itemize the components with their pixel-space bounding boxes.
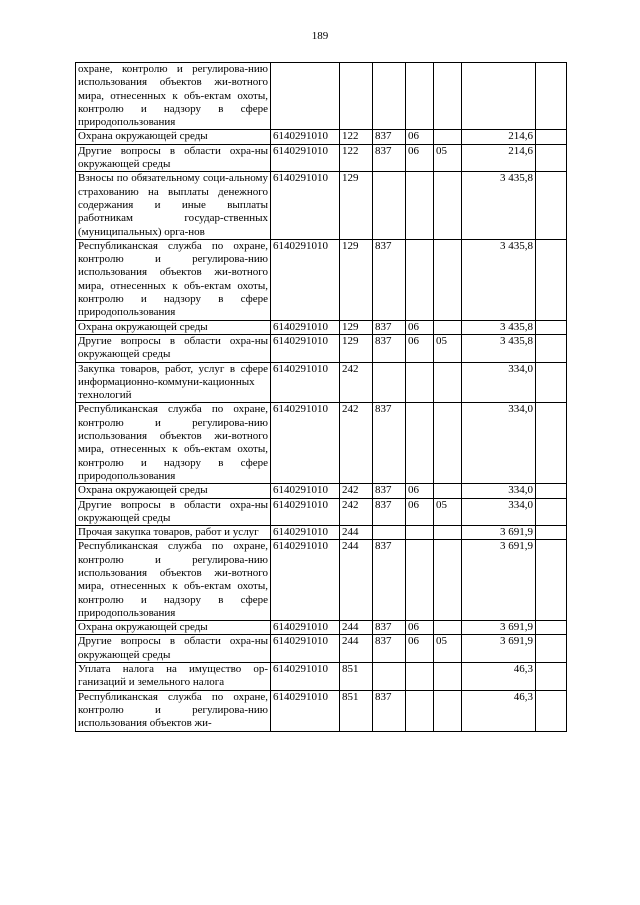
subsection-cell xyxy=(434,172,462,239)
amount-cell: 3 691,9 xyxy=(462,540,536,621)
empty-column-cell xyxy=(536,526,567,540)
table-row xyxy=(76,635,567,663)
table-row xyxy=(76,320,567,334)
table-row xyxy=(76,144,567,172)
target-article-cell: 6140291010 xyxy=(271,635,340,663)
table-row xyxy=(76,540,567,621)
department-code-cell: 837 xyxy=(373,239,406,320)
department-code-cell xyxy=(373,362,406,403)
expense-type-cell xyxy=(340,63,373,130)
expense-type-cell: 851 xyxy=(340,663,373,691)
target-article-cell: 6140291010 xyxy=(271,663,340,691)
section-cell: 06 xyxy=(406,320,434,334)
row-name-cell: Республиканская служба по охране, контролю и регулирова-нию использования объектов жи- xyxy=(76,690,271,731)
table-row xyxy=(76,130,567,144)
subsection-cell xyxy=(434,621,462,635)
section-cell xyxy=(406,362,434,403)
target-article-cell: 6140291010 xyxy=(271,172,340,239)
empty-column-cell xyxy=(536,635,567,663)
expense-type-cell: 244 xyxy=(340,621,373,635)
table-row xyxy=(76,498,567,526)
row-name-cell: Другие вопросы в области охра-ны окружающей среды xyxy=(76,498,271,526)
department-code-cell: 837 xyxy=(373,334,406,362)
row-name-cell: Другие вопросы в области охра-ны окружающей среды xyxy=(76,635,271,663)
table-row xyxy=(76,484,567,498)
target-article-cell xyxy=(271,63,340,130)
target-article-cell: 6140291010 xyxy=(271,144,340,172)
subsection-cell xyxy=(434,403,462,484)
expense-type-cell: 244 xyxy=(340,540,373,621)
empty-column-cell xyxy=(536,403,567,484)
section-cell xyxy=(406,690,434,731)
subsection-cell xyxy=(434,526,462,540)
amount-cell: 46,3 xyxy=(462,663,536,691)
row-name-cell: охране, контролю и регулирова-нию использования объектов жи-вотного мира, отнесенных к объ-ектам охоты, контролю и надзору в сфере природопользования xyxy=(76,63,271,130)
section-cell xyxy=(406,540,434,621)
section-cell xyxy=(406,403,434,484)
section-cell: 06 xyxy=(406,484,434,498)
table-row xyxy=(76,663,567,691)
row-name-cell: Республиканская служба по охране, контролю и регулирова-нию использования объектов жи-вотного мира, отнесенных к объ-ектам охоты, контролю и надзору в сфере природопользования xyxy=(76,239,271,320)
amount-cell: 334,0 xyxy=(462,484,536,498)
row-name-cell: Охрана окружающей среды xyxy=(76,320,271,334)
row-name-cell: Республиканская служба по охране, контролю и регулирова-нию использования объектов жи-вотного мира, отнесенных к объ-ектам охоты, контролю и надзору в сфере природопользования xyxy=(76,540,271,621)
row-name-cell: Взносы по обязательному соци-альному страхованию на выплаты денежного содержания и иные выплаты работникам государ-ственных (муниципальных) орга-нов xyxy=(76,172,271,239)
amount-cell: 214,6 xyxy=(462,130,536,144)
department-code-cell xyxy=(373,63,406,130)
amount-cell: 3 435,8 xyxy=(462,172,536,239)
section-cell: 06 xyxy=(406,334,434,362)
row-name-cell: Прочая закупка товаров, работ и услуг xyxy=(76,526,271,540)
target-article-cell: 6140291010 xyxy=(271,621,340,635)
row-name-cell: Охрана окружающей среды xyxy=(76,621,271,635)
empty-column-cell xyxy=(536,540,567,621)
amount-cell: 3 691,9 xyxy=(462,635,536,663)
expense-type-cell: 129 xyxy=(340,172,373,239)
subsection-cell xyxy=(434,130,462,144)
section-cell xyxy=(406,526,434,540)
section-cell xyxy=(406,663,434,691)
table-row xyxy=(76,239,567,320)
subsection-cell xyxy=(434,484,462,498)
subsection-cell xyxy=(434,540,462,621)
expense-type-cell: 122 xyxy=(340,130,373,144)
row-name-cell: Республиканская служба по охране, контролю и регулирова-нию использования объектов жи-вотного мира, отнесенных к объ-ектам охоты, контролю и надзору в сфере природопользования xyxy=(76,403,271,484)
table-row xyxy=(76,621,567,635)
empty-column-cell xyxy=(536,621,567,635)
target-article-cell: 6140291010 xyxy=(271,320,340,334)
section-cell: 06 xyxy=(406,621,434,635)
target-article-cell: 6140291010 xyxy=(271,239,340,320)
department-code-cell xyxy=(373,526,406,540)
amount-cell xyxy=(462,63,536,130)
expense-type-cell: 242 xyxy=(340,498,373,526)
department-code-cell: 837 xyxy=(373,144,406,172)
amount-cell: 334,0 xyxy=(462,498,536,526)
expense-type-cell: 244 xyxy=(340,526,373,540)
department-code-cell: 837 xyxy=(373,130,406,144)
target-article-cell: 6140291010 xyxy=(271,690,340,731)
amount-cell: 3 691,9 xyxy=(462,526,536,540)
table-row xyxy=(76,526,567,540)
department-code-cell: 837 xyxy=(373,540,406,621)
expense-type-cell: 851 xyxy=(340,690,373,731)
empty-column-cell xyxy=(536,130,567,144)
expense-type-cell: 129 xyxy=(340,334,373,362)
amount-cell: 334,0 xyxy=(462,403,536,484)
target-article-cell: 6140291010 xyxy=(271,334,340,362)
empty-column-cell xyxy=(536,690,567,731)
department-code-cell: 837 xyxy=(373,498,406,526)
department-code-cell: 837 xyxy=(373,635,406,663)
subsection-cell: 05 xyxy=(434,334,462,362)
subsection-cell: 05 xyxy=(434,498,462,526)
page-number: 189 xyxy=(311,30,329,42)
subsection-cell xyxy=(434,690,462,731)
target-article-cell: 6140291010 xyxy=(271,526,340,540)
budget-table xyxy=(75,62,567,732)
target-article-cell: 6140291010 xyxy=(271,130,340,144)
amount-cell: 3 435,8 xyxy=(462,239,536,320)
target-article-cell: 6140291010 xyxy=(271,498,340,526)
subsection-cell xyxy=(434,320,462,334)
table-row xyxy=(76,362,567,403)
empty-column-cell xyxy=(536,239,567,320)
expense-type-cell: 242 xyxy=(340,484,373,498)
empty-column-cell xyxy=(536,362,567,403)
expense-type-cell: 244 xyxy=(340,635,373,663)
amount-cell: 3 435,8 xyxy=(462,320,536,334)
budget-table-body xyxy=(76,63,567,732)
subsection-cell xyxy=(434,362,462,403)
expense-type-cell: 122 xyxy=(340,144,373,172)
amount-cell: 214,6 xyxy=(462,144,536,172)
empty-column-cell xyxy=(536,498,567,526)
expense-type-cell: 129 xyxy=(340,239,373,320)
amount-cell: 3 435,8 xyxy=(462,334,536,362)
row-name-cell: Другие вопросы в области охра-ны окружающей среды xyxy=(76,144,271,172)
section-cell: 06 xyxy=(406,130,434,144)
department-code-cell: 837 xyxy=(373,621,406,635)
section-cell: 06 xyxy=(406,498,434,526)
empty-column-cell xyxy=(536,320,567,334)
subsection-cell xyxy=(434,239,462,320)
table-row xyxy=(76,334,567,362)
row-name-cell: Закупка товаров, работ, услуг в сфере информационно-коммуни-кационных технологий xyxy=(76,362,271,403)
section-cell xyxy=(406,172,434,239)
department-code-cell xyxy=(373,663,406,691)
empty-column-cell xyxy=(536,144,567,172)
row-name-cell: Уплата налога на имущество ор-ганизаций и земельного налога xyxy=(76,663,271,691)
section-cell: 06 xyxy=(406,635,434,663)
expense-type-cell: 129 xyxy=(340,320,373,334)
table-row xyxy=(76,172,567,239)
target-article-cell: 6140291010 xyxy=(271,540,340,621)
department-code-cell: 837 xyxy=(373,690,406,731)
subsection-cell: 05 xyxy=(434,144,462,172)
section-cell xyxy=(406,63,434,130)
department-code-cell: 837 xyxy=(373,484,406,498)
table-row xyxy=(76,63,567,130)
empty-column-cell xyxy=(536,484,567,498)
subsection-cell: 05 xyxy=(434,635,462,663)
expense-type-cell: 242 xyxy=(340,362,373,403)
row-name-cell: Другие вопросы в области охра-ны окружающей среды xyxy=(76,334,271,362)
target-article-cell: 6140291010 xyxy=(271,403,340,484)
subsection-cell xyxy=(434,63,462,130)
amount-cell: 3 691,9 xyxy=(462,621,536,635)
target-article-cell: 6140291010 xyxy=(271,362,340,403)
section-cell xyxy=(406,239,434,320)
section-cell: 06 xyxy=(406,144,434,172)
table-row xyxy=(76,403,567,484)
subsection-cell xyxy=(434,663,462,691)
empty-column-cell xyxy=(536,63,567,130)
row-name-cell: Охрана окружающей среды xyxy=(76,130,271,144)
empty-column-cell xyxy=(536,663,567,691)
expense-type-cell: 242 xyxy=(340,403,373,484)
department-code-cell: 837 xyxy=(373,320,406,334)
table-row xyxy=(76,690,567,731)
empty-column-cell xyxy=(536,172,567,239)
amount-cell: 46,3 xyxy=(462,690,536,731)
target-article-cell: 6140291010 xyxy=(271,484,340,498)
amount-cell: 334,0 xyxy=(462,362,536,403)
department-code-cell: 837 xyxy=(373,403,406,484)
empty-column-cell xyxy=(536,334,567,362)
row-name-cell: Охрана окружающей среды xyxy=(76,484,271,498)
department-code-cell xyxy=(373,172,406,239)
